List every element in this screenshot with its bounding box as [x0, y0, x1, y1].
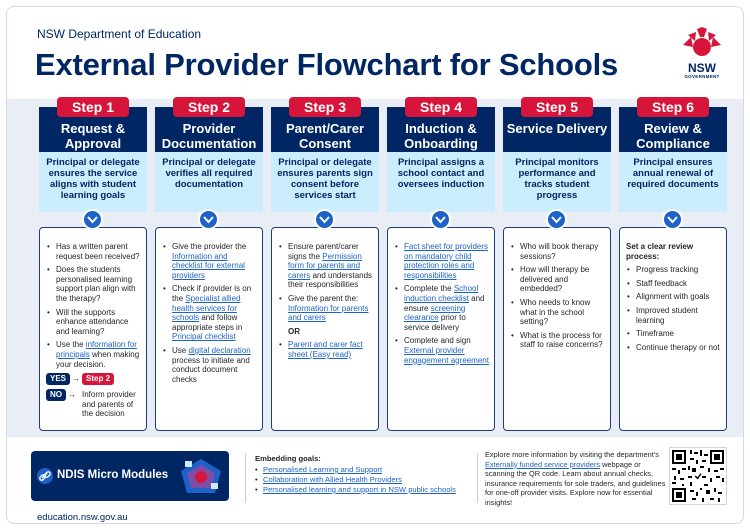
text: Ensure parent/carer signs the — [288, 242, 359, 261]
nsw-public-schools-link[interactable]: Personalised learning and support in NSW public schools — [263, 485, 456, 494]
induction-checklist-link[interactable]: School induction checklist — [404, 284, 479, 303]
step-heading: Parent/Carer Consent — [271, 107, 379, 152]
list-item: • Staff feedback — [626, 279, 721, 289]
list-item: • Improved student learning — [626, 306, 721, 325]
list-item: • Progress tracking — [626, 265, 721, 275]
engagement-agreement-link[interactable]: External provider engagement agreement — [404, 345, 489, 365]
logo-text: NSW — [688, 61, 716, 75]
chevron-down-icon — [314, 209, 335, 230]
ndis-title: NDIS Micro Modules — [57, 469, 169, 481]
text: Use the — [56, 340, 86, 350]
yes-path — [46, 373, 141, 386]
qr-code-icon — [670, 448, 726, 504]
step-heading: Review & Compliance — [619, 107, 727, 152]
text: Explore more information by visiting the department's — [485, 450, 659, 459]
text: and ensure — [404, 293, 485, 313]
list-item — [278, 340, 373, 359]
list-item: • Does the students personalised learning support plan align with the therapy? — [46, 265, 141, 303]
arrow-right-icon: → — [72, 374, 81, 384]
list-item: • Will the supports enhance attendance and learning? — [46, 308, 141, 337]
principal-checklist-link[interactable]: Principal checklist — [172, 332, 236, 342]
qr-code[interactable] — [669, 447, 727, 505]
step-badge: Step 5 — [521, 97, 593, 117]
step-summary: Principal monitors performance and tracks student progress — [503, 152, 611, 212]
website-url[interactable]: education.nsw.gov.au — [37, 512, 128, 523]
arrow-right-icon: → — [68, 390, 76, 400]
list-item: • Continue therapy or not — [626, 343, 721, 353]
text: Give the provider the — [172, 242, 247, 251]
step-heading: Request & Approval — [39, 107, 147, 152]
step-details — [387, 227, 495, 431]
list-item: • Has a written parent request been received? — [46, 242, 141, 261]
step-badge: Step 1 — [57, 97, 129, 117]
step-badge: Step 3 — [289, 97, 361, 117]
list-item: • How will therapy be delivered and embedded? — [510, 265, 605, 294]
step-summary: Principal assigns a school contact and oversees induction — [387, 152, 495, 212]
text: Give the parent the: — [288, 293, 359, 303]
text: prior to service delivery — [404, 313, 466, 332]
embedding-goals — [255, 454, 475, 495]
embed-title: Embedding goals: — [255, 454, 321, 463]
list-item: • Who will book therapy sessions? — [510, 242, 605, 261]
step-details — [619, 227, 727, 431]
list-item — [162, 242, 257, 280]
review-label: Set a clear review process: — [626, 242, 694, 261]
text: webpage or scanning the QR code. Learn about annual checks, insurance requirements for sole traders, and guidelines for one-off provider visits. Explore now for essential insights! — [485, 459, 666, 507]
externally-funded-providers-link[interactable]: Externally funded service providers — [485, 459, 601, 469]
text: Check if provider is on the — [172, 284, 252, 303]
digital-declaration-link[interactable]: digital declaration — [188, 345, 251, 355]
text: and follow appropriate steps in — [172, 313, 243, 332]
list-item — [162, 284, 257, 342]
step-heading: Provider Documentation — [155, 107, 263, 152]
text: and understands their responsibilities — [288, 270, 373, 290]
step-badge: Step 2 — [173, 97, 245, 117]
list-item — [255, 485, 475, 495]
list-item: • Alignment with goals — [626, 292, 721, 302]
step-details — [155, 227, 263, 431]
text: Use — [172, 345, 189, 355]
ndis-micro-modules-banner[interactable] — [31, 451, 229, 501]
text: process to initiate and conduct document checks — [172, 355, 250, 384]
logo-sub: GOVERNMENT — [684, 74, 720, 79]
step-heading: Induction & Onboarding — [387, 107, 495, 152]
information-for-principals-link[interactable]: information for principals — [56, 340, 137, 359]
parent-information-link[interactable]: Information for parents and carers — [288, 303, 369, 323]
list-item — [394, 242, 489, 280]
list-item — [278, 294, 373, 323]
step-summary: Principal or delegate verifies all required documentation — [155, 152, 263, 212]
department-name: NSW Department of Education — [37, 27, 202, 41]
step-summary: Principal or delegate ensures the service aligns with student learning goals — [39, 152, 147, 212]
no-text: Inform provider and parents of the decision — [82, 390, 136, 419]
or-label: OR — [288, 326, 300, 336]
step-details — [39, 227, 147, 431]
text: when making your decision. — [56, 349, 140, 369]
waratah-icon — [679, 27, 725, 57]
explore-info — [485, 450, 667, 508]
child-protection-fact-sheet-link[interactable]: Fact sheet for providers on mandatory child protection roles and responsibilities — [404, 242, 489, 280]
list-item — [255, 475, 475, 485]
divider — [477, 453, 478, 503]
flowchart-poster — [6, 6, 744, 524]
text: Complete and sign — [404, 336, 471, 346]
chevron-down-icon — [662, 209, 683, 230]
list-item — [394, 336, 489, 365]
link-icon — [37, 468, 53, 484]
chevron-down-icon — [82, 209, 103, 230]
step-summary: Principal or delegate ensures parents sign consent before services start — [271, 152, 379, 212]
personalised-learning-link[interactable]: Personalised Learning and Support — [263, 465, 383, 474]
chevron-down-icon — [198, 209, 219, 230]
list-item: • What is the process for staff to raise concerns? — [510, 331, 605, 350]
step-heading: Service Delivery — [503, 107, 611, 152]
permission-form-link[interactable]: Permission form for parents and carers — [288, 251, 362, 280]
provider-information-link[interactable]: Information and checklist for external providers — [172, 251, 245, 280]
list-item — [278, 242, 373, 290]
nsw-government-logo — [675, 27, 729, 85]
list-item: • Who needs to know what in the school setting? — [510, 298, 605, 327]
yes-target: Step 2 — [82, 373, 114, 385]
no-path — [46, 389, 141, 419]
fact-sheet-easy-read-link[interactable]: Parent and carer fact sheet (Easy read) — [288, 340, 363, 359]
step-details — [503, 227, 611, 431]
chevron-down-icon — [430, 209, 451, 230]
page-title: External Provider Flowchart for Schools — [35, 47, 619, 82]
yes-label: YES — [46, 373, 70, 385]
step-badge: Step 4 — [405, 97, 477, 117]
no-label: NO — [46, 389, 66, 401]
step-details — [271, 227, 379, 431]
text: Complete the — [404, 284, 454, 294]
ndis-graphic-icon — [177, 457, 225, 497]
step-badge: Step 6 — [637, 97, 709, 117]
step-summary: Principal ensures annual renewal of required documents — [619, 152, 727, 212]
specialist-services-link[interactable]: Specialist allied health services for schools — [172, 293, 241, 323]
list-item — [46, 340, 141, 369]
list-item: • Timeframe — [626, 329, 721, 339]
divider — [245, 453, 246, 503]
chevron-down-icon — [546, 209, 567, 230]
allied-health-collaboration-link[interactable]: Collaboration with Allied Health Providers — [263, 475, 402, 484]
list-item — [255, 465, 475, 475]
list-item — [162, 346, 257, 384]
list-item — [394, 284, 489, 332]
screening-clearance-link[interactable]: screening clearance — [404, 303, 466, 323]
